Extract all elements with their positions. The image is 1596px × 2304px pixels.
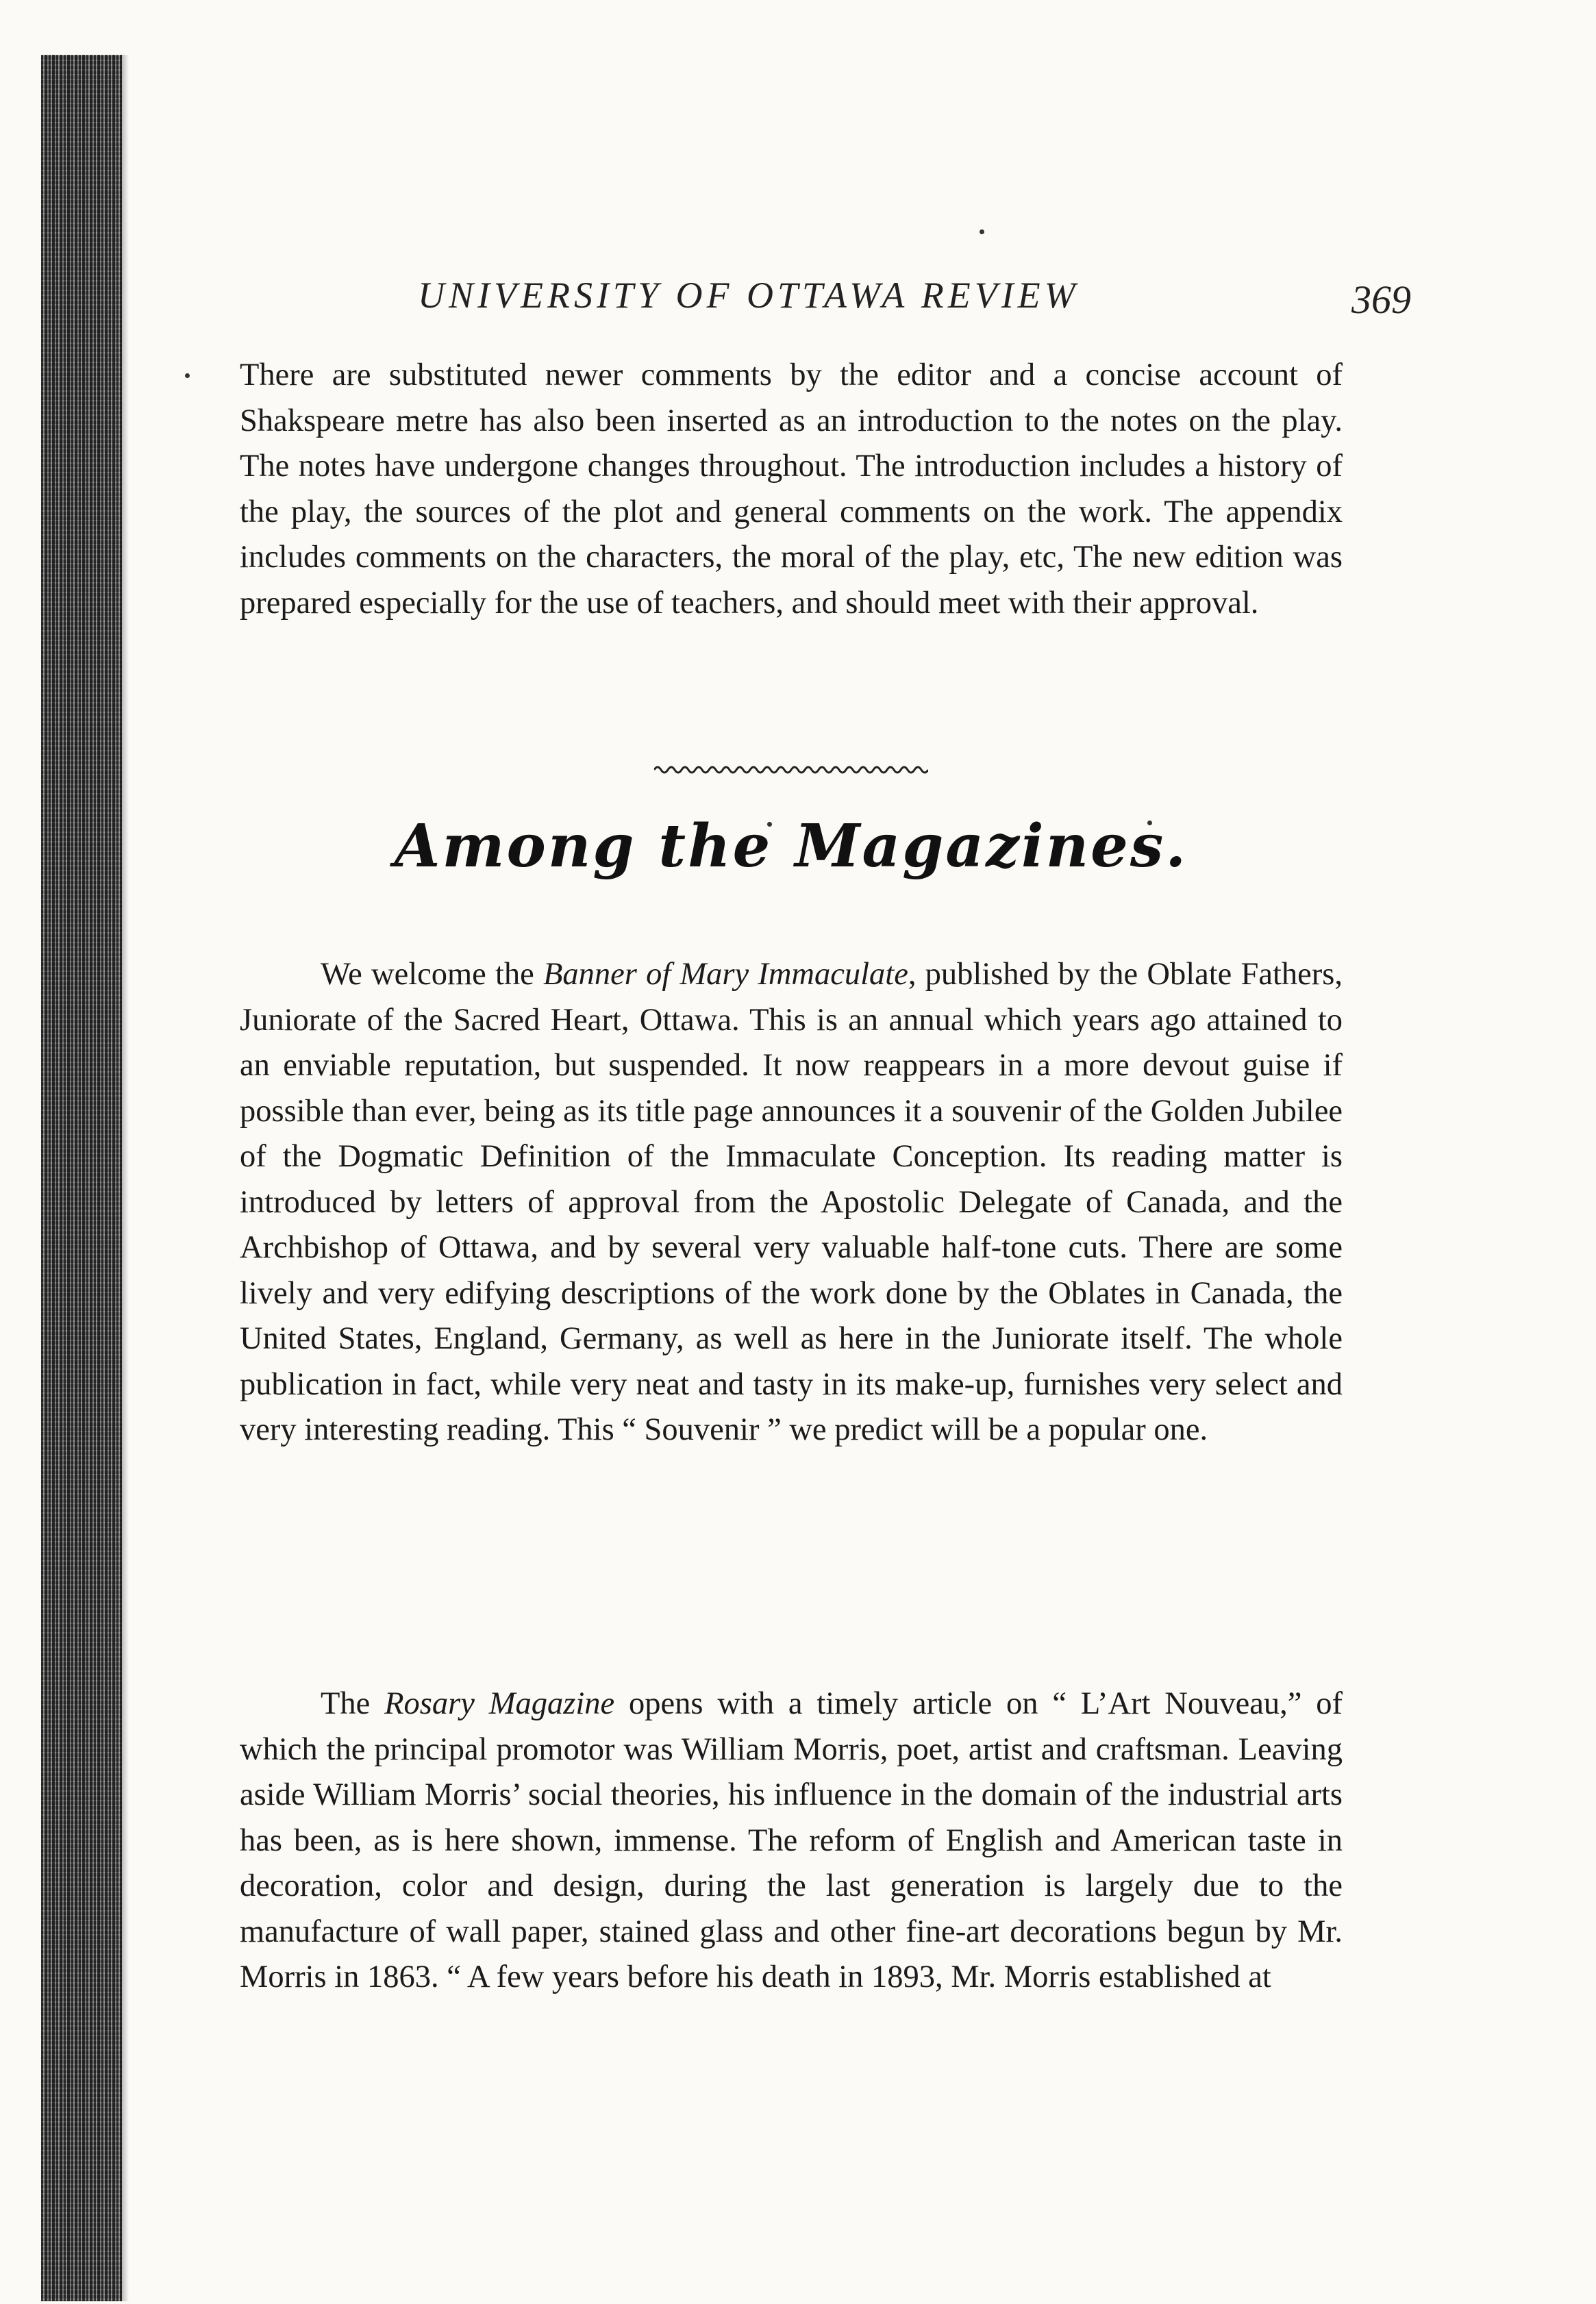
text-run: We welcome the	[321, 957, 544, 992]
banner-review-paragraph	[240, 952, 1343, 1453]
section-heading: Among the Magazines.	[394, 812, 1188, 881]
text-run: The	[321, 1686, 385, 1721]
continued-review-paragraph	[240, 353, 1343, 626]
publication-title: Rosary Magazine	[384, 1686, 615, 1721]
wavy-divider-ornament	[654, 762, 928, 782]
paragraph-text	[240, 952, 1343, 1453]
text-run: opens with a timely article on “ L’Art Nouveau,” of which the principal promotor was William Morris, poet, artist and craftsman. Leaving aside William Morris’ social theories, his influence in the domain of the industrial arts has been, as is here shown, immense. The reform of English and American taste in decoration, color and design, during the last generation is largely due to the manufacture of wall paper, stained glass and other fine-art decorations begun by Mr. Morris in 1863. “ A few years before his death in 1893, Mr. Morris established at	[240, 1686, 1343, 1994]
binding-shadow	[122, 55, 129, 2301]
page-speck	[980, 229, 984, 234]
margin-mark	[185, 373, 190, 378]
paragraph-text	[240, 1681, 1343, 2001]
page-number: 369	[1351, 277, 1411, 322]
rosary-review-paragraph	[240, 1681, 1343, 2001]
page-header	[240, 274, 1411, 329]
text-run: , published by the Oblate Fathers, Juniorate of the Sacred Heart, Ottawa. This is an annual which years ago attained to an enviable reputation, but suspended. It now reappears in a more devout guise if possible than ever, being as its title page announces it a souvenir of the Golden Jubilee of the Dogmatic Definition of the Immaculate Conception. Its reading matter is introduced by letters of approval from the Apostolic Delegate of Canada, and the Archbishop of Ottawa, and by several very valuable half-tone cuts. There are some lively and very edifying descriptions of the work done by the Oblates in Canada, the United States, England, Germany, as well as here in the Juniorate itself. The whole publication in fact, while very neat and tasty in its make-up, furnishes very select and very interesting reading. This “ Souvenir ” we predict will be a popular one.	[240, 957, 1343, 1447]
paragraph-text: There are substituted newer comments by the editor and a concise account of Shakspeare metre has also been inserted as an introduction to the notes on the play. The notes have undergone changes throughout. The introduction includes a history of the play, the sources of the plot and general comments on the work. The appendix includes comments on the characters, the moral of the play, etc, The new edition was prepared especially for the use of teachers, and should meet with their approval.	[240, 358, 1343, 621]
running-title: UNIVERSITY OF OTTAWA REVIEW	[418, 275, 1080, 316]
book-binding-edge	[41, 55, 122, 2301]
publication-title: Banner of Mary Immaculate	[543, 957, 908, 992]
